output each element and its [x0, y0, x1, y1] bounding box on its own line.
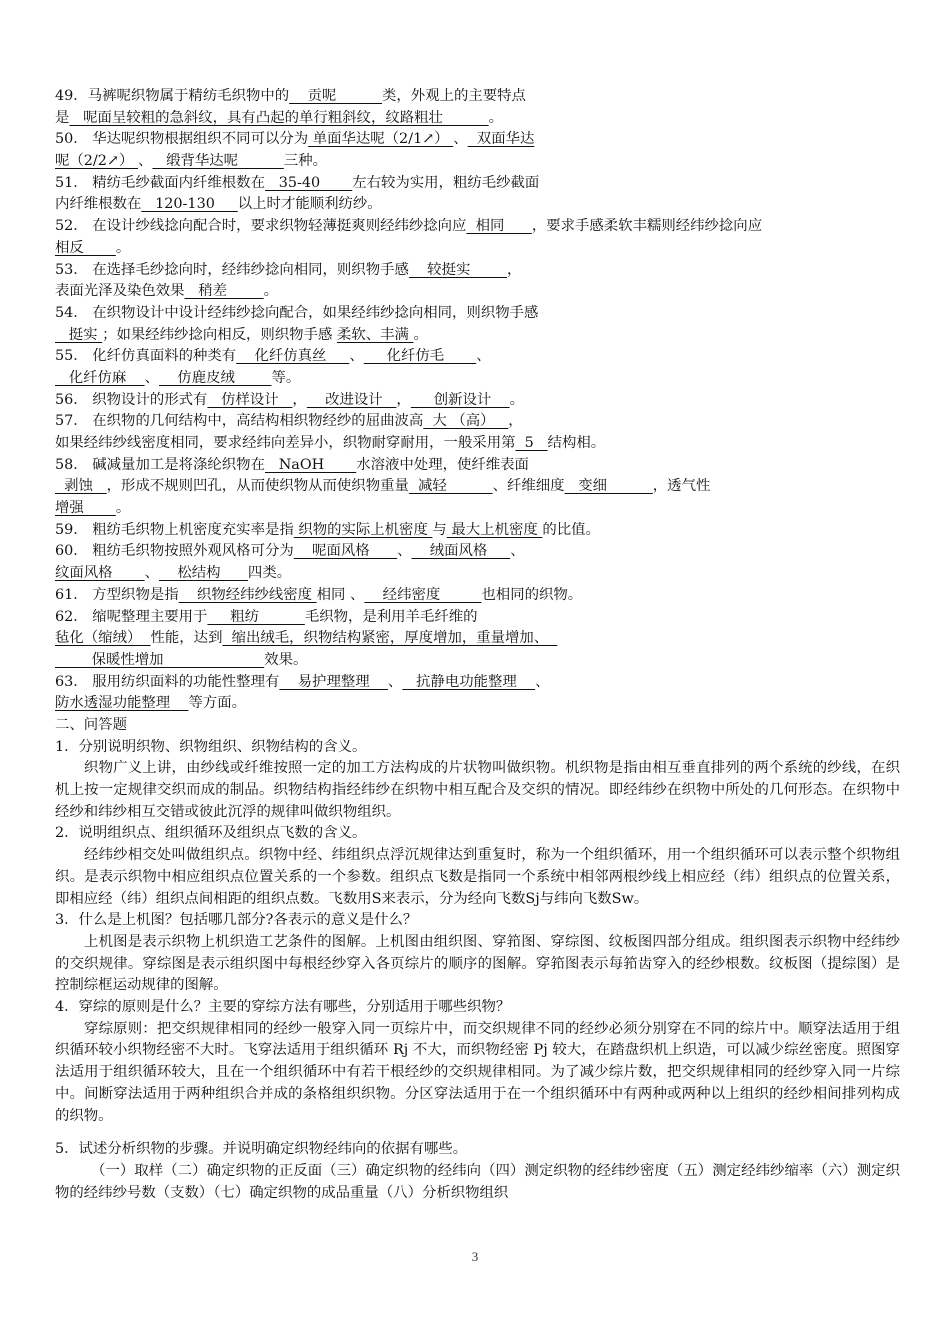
- fill-line: [55, 585, 900, 607]
- line-text: 。: [115, 500, 131, 517]
- line-text: 表面光泽及染色效果: [55, 283, 185, 300]
- answer-blank: 稍差: [184, 283, 264, 300]
- fill-line: [55, 455, 900, 477]
- answer-blank: 仿鹿皮绒: [159, 369, 272, 386]
- qa-block-3: [55, 910, 900, 997]
- line-text: 。: [263, 283, 279, 300]
- answer-blank: 仿样设计: [207, 391, 293, 408]
- answer-blank: 松结构: [159, 565, 248, 582]
- line-text: 等方面。: [188, 695, 247, 712]
- line-text: 。: [413, 326, 428, 343]
- line-text: ，要求手感柔软丰糯则经纬纱捻向应: [531, 218, 763, 235]
- line-text: 50． 华达呢织物根据组织不同可以分为: [55, 131, 309, 148]
- line-text: 、: [510, 543, 525, 560]
- fill-line: [55, 390, 900, 412]
- fill-line: [55, 476, 900, 498]
- line-text: 、纤维细度: [492, 478, 565, 495]
- answer-blank: 化纤仿毛: [363, 348, 477, 365]
- answer: 经纬纱相交处叫做组织点。织物中经、纬组织点浮沉规律达到重复时，称为一个组织循环，用一个组织循环可以表示整个织物组织。是表示织物中相应组织点位置关系的一个参数。组织点飞数是指同一个系统中相邻两根纱线上相应经（纬）组织点的位置关系，即相应经（纬）组织点间相距的组织点数。飞数用S来表示，分为经向飞数Sj与纬向飞数Sw。: [55, 847, 900, 907]
- answer-blank: 呢（2/2↗）: [55, 153, 138, 170]
- line-text: 是: [55, 109, 70, 126]
- fill-line: [55, 607, 900, 629]
- qa-block-1: [55, 737, 900, 824]
- line-text: 54． 在织物设计中设计经纬纱捻向配合，如果经纬纱捻向相同，则织物手感: [55, 304, 539, 321]
- answer-blank: 相同: [466, 218, 532, 235]
- qa-block-2: [55, 823, 900, 910]
- line-text: 内纤维根数在: [55, 196, 142, 213]
- answer-blank: 纹面风格: [55, 565, 145, 582]
- answer-blank: 较挺实: [408, 261, 507, 278]
- fill-line: [55, 693, 900, 715]
- fill-line: [55, 433, 900, 455]
- answer-blank: 大 （高）: [423, 413, 509, 430]
- answer-blank: 单面华达呢（2/1↗）: [308, 131, 454, 148]
- line-text: 、: [137, 153, 153, 170]
- fill-line: [55, 238, 900, 260]
- answer-blank: NaOH: [264, 456, 357, 473]
- fill-line: [55, 672, 900, 694]
- line-text: 三种。: [283, 153, 327, 170]
- line-text: 如果经纬纱线密度相同，要求经纬向差异小，织物耐穿耐用，一般采用第: [55, 435, 516, 451]
- fill-line: [55, 325, 900, 347]
- fill-line: [55, 368, 900, 390]
- line-text: 、: [144, 565, 159, 582]
- answer-blank: 挺实: [55, 326, 103, 343]
- line-text: 效果。: [264, 651, 308, 668]
- line-text: 、: [453, 131, 468, 148]
- answer-blank: 保暖性增加: [55, 651, 265, 668]
- spacer: [55, 1127, 900, 1139]
- answer-blank: 减轻: [408, 478, 493, 495]
- fill-line: [55, 628, 900, 650]
- line-text: 52． 在设计纱线捻向配合时，要求织物轻薄挺爽则经纬纱捻向应: [55, 218, 467, 235]
- document-page: [55, 86, 900, 1204]
- answer-blank: 35-40: [264, 174, 353, 191]
- answer-blank: 防水透湿功能整理: [55, 695, 189, 712]
- line-text: 性能，达到: [150, 630, 223, 647]
- answer-blank: 双面华达: [467, 131, 535, 148]
- line-text: 等。: [271, 369, 301, 386]
- line-text: ，: [396, 391, 411, 408]
- answer-blank: 经纬密度: [364, 586, 482, 603]
- answer-blank: 易护理整理: [279, 673, 388, 690]
- line-text: 左右较为实用，粗纺毛纱截面: [352, 174, 540, 191]
- answer-blank: 5: [515, 435, 548, 451]
- fill-line: [55, 260, 900, 282]
- answer-blank: 柔软、丰满: [336, 326, 414, 343]
- line-text: 以上时才能顺利纺纱。: [237, 196, 382, 213]
- qa-block-4: [55, 997, 900, 1127]
- page-number: 3: [471, 1249, 479, 1264]
- answer-blank: 毡化（缩绒）: [55, 630, 151, 647]
- answer-blank: 织物的实际上机密度: [293, 521, 433, 538]
- line-text: 的比值。: [542, 521, 600, 538]
- answer-blank: 剥蚀: [55, 478, 107, 495]
- qa-block-5: [55, 1139, 900, 1204]
- answer-blank: 缩出绒毛，织物结构紧密，厚度增加，重量增加、: [222, 630, 558, 647]
- answer-blank: 缎背华达呢: [152, 153, 284, 170]
- line-text: 结构相。: [547, 435, 606, 451]
- answer-blank: 增强: [55, 500, 116, 517]
- fill-in-blank-section: [55, 86, 900, 715]
- answer-blank: 变细: [564, 478, 653, 495]
- section-title: 二、问答题: [55, 716, 127, 733]
- answer: 穿综原则：把交织规律相同的经纱一般穿入同一页综片中，而交织规律不同的经纱必须分别穿在不同的综片中。顺穿法适用于组织循环较小织物经密不大时。飞穿法适用于组织循环 Rj 不大，而织物经密 Pj 较大，在踏盘织机上织造，可以减少综丝密度。照图穿法适用于组织循环较大，且在一个组织循环中有若干根经纱的交织规律相同。为了减少综片数，把交织规律相同的经纱穿入同一片综中。间断穿法适用于两种组织合并成的条格组织织物。分区穿法适用于在一个组织循环中有两种或两种以上组织的经纱相间排列构成的织物。: [55, 1020, 900, 1124]
- answer: 织物广义上讲，由纱线或纤维按照一定的加工方法构成的片状物叫做织物。机织物是指由相互垂直排列的两个系统的纱线，在织机上按一定规律交织而成的制品。织物结构指经纬纱在织物中相互配合及交织的情况。即经纬纱在织物中所处的几何形态。在织物中经纱和纬纱相互交错或彼此沉浮的规律叫做织物组织。: [55, 760, 900, 820]
- line-text: 、: [144, 369, 159, 386]
- answer-blank: 织物经纬纱线密度: [178, 586, 317, 603]
- question: 5．试述分析织物的步骤。并说明确定织物经纬向的依据有哪些。: [55, 1141, 468, 1158]
- line-text: 51． 精纺毛纱截面内纤维根数在: [55, 174, 265, 191]
- line-text: 类，外观上的主要特点: [382, 88, 526, 104]
- line-text: 水溶液中处理，使纤维表面: [356, 456, 529, 473]
- answer: 上机图是表示织物上机织造工艺条件的图解。上机图由组织图、穿筘图、穿综图、纹板图四部分组成。组织图表示织物中经纬纱的交织规律。穿综图是表示组织图中每根经纱穿入各页综片的顺序的图解。穿筘图表示每筘齿穿入的经纱根数。纹板图（提综图）是控制综框运动规律的图解。: [55, 933, 900, 994]
- line-text: 相同 、: [316, 586, 365, 603]
- line-text: 58． 碱减量加工是将涤纶织物在: [55, 456, 265, 473]
- fill-line: [55, 216, 900, 238]
- answer-blank: 化纤仿麻: [55, 369, 145, 386]
- line-text: 、: [349, 348, 364, 365]
- question: 1．分别说明织物、织物组织、织物结构的含义。: [55, 738, 367, 755]
- line-text: 53． 在选择毛纱捻向时，经纬纱捻向相同，则织物手感: [55, 261, 409, 278]
- fill-line: [55, 303, 900, 325]
- line-text: 。: [488, 109, 504, 126]
- line-text: 49．马裤呢织物属于精纺毛织物中的: [55, 88, 290, 104]
- fill-line: [55, 108, 900, 130]
- answer-blank: 呢面风格: [293, 543, 398, 560]
- question: 3．什么是上机图？包括哪几部分?各表示的意义是什么？: [55, 912, 418, 929]
- fill-line: [55, 151, 900, 173]
- line-text: ，: [506, 261, 522, 278]
- line-text: 也相同的织物。: [481, 586, 583, 603]
- fill-line: [55, 541, 900, 563]
- line-text: 、: [535, 673, 550, 690]
- fill-line: [55, 498, 900, 520]
- fill-line: [55, 563, 900, 585]
- answer-blank: 最大上机密度: [446, 521, 543, 538]
- fill-line: [55, 650, 900, 672]
- line-text: 59． 粗纺毛织物上机密度充实率是指: [55, 521, 294, 538]
- answer-blank: 粗纺: [207, 608, 305, 625]
- answer-blank: 抗静电功能整理: [402, 673, 536, 690]
- answer: （一）取样（二）确定织物的正反面（三）确定织物的经纬向（四）测定织物的经纬纱密度（五）测定经纬纱缩率（六）测定织物的经纬纱号数（支数）（七）确定织物的成品重量（八）分析织物组织: [55, 1162, 900, 1201]
- line-text: 60． 粗纺毛织物按照外观风格可分为: [55, 543, 294, 560]
- answer-blank: 贡呢: [289, 88, 383, 104]
- fill-line: [55, 129, 900, 151]
- line-text: ，透气性: [652, 478, 711, 495]
- answer-blank: 化纤仿真丝: [236, 348, 350, 365]
- line-text: ；如果经纬纱捻向相反，则织物手感: [102, 326, 337, 343]
- line-text: 。: [115, 239, 131, 256]
- line-text: 四类。: [247, 565, 292, 582]
- answer-blank: 改进设计: [306, 391, 397, 408]
- line-text: 62． 缩呢整理主要用于: [55, 608, 208, 625]
- question: 2．说明组织点、组织循环及组织点飞数的含义。: [55, 825, 367, 842]
- fill-line: [55, 86, 900, 108]
- answer-blank: 绒面风格: [411, 543, 511, 560]
- line-text: 56． 织物设计的形式有: [55, 391, 208, 408]
- line-text: 毛织物，是利用羊毛纤维的: [304, 608, 478, 625]
- line-text: 55． 化纤仿真面料的种类有: [55, 348, 237, 365]
- question: 4．穿综的原则是什么？主要的穿综方法有哪些，分别适用于哪些织物？: [55, 999, 511, 1016]
- line-text: 57． 在织物的几何结构中，高结构相织物经纱的屈曲波高: [55, 413, 424, 430]
- answer-blank: 相反: [55, 239, 116, 256]
- line-text: 、: [387, 673, 403, 690]
- line-text: 61． 方型织物是指: [55, 586, 179, 603]
- line-text: 与: [432, 521, 447, 538]
- answer-blank: 120-130: [141, 196, 238, 213]
- line-text: 。: [509, 391, 524, 408]
- line-text: 、: [397, 543, 412, 560]
- fill-line: [55, 281, 900, 303]
- fill-line: [55, 346, 900, 368]
- answer-blank: 创新设计: [410, 391, 510, 408]
- fill-line: [55, 520, 900, 542]
- line-text: ，: [292, 391, 307, 408]
- line-text: 63． 服用纺织面料的功能性整理有: [55, 673, 280, 690]
- line-text: 、: [476, 348, 491, 365]
- line-text: ，形成不规则凹孔，从而使织物从而使织物重量: [106, 478, 409, 495]
- fill-line: [55, 173, 900, 195]
- fill-line: [55, 411, 900, 433]
- answer-blank: 呢面呈较粗的急斜纹，具有凸起的单行粗斜纹，纹路粗壮: [69, 109, 489, 126]
- line-text: ，: [508, 413, 523, 430]
- fill-line: [55, 194, 900, 216]
